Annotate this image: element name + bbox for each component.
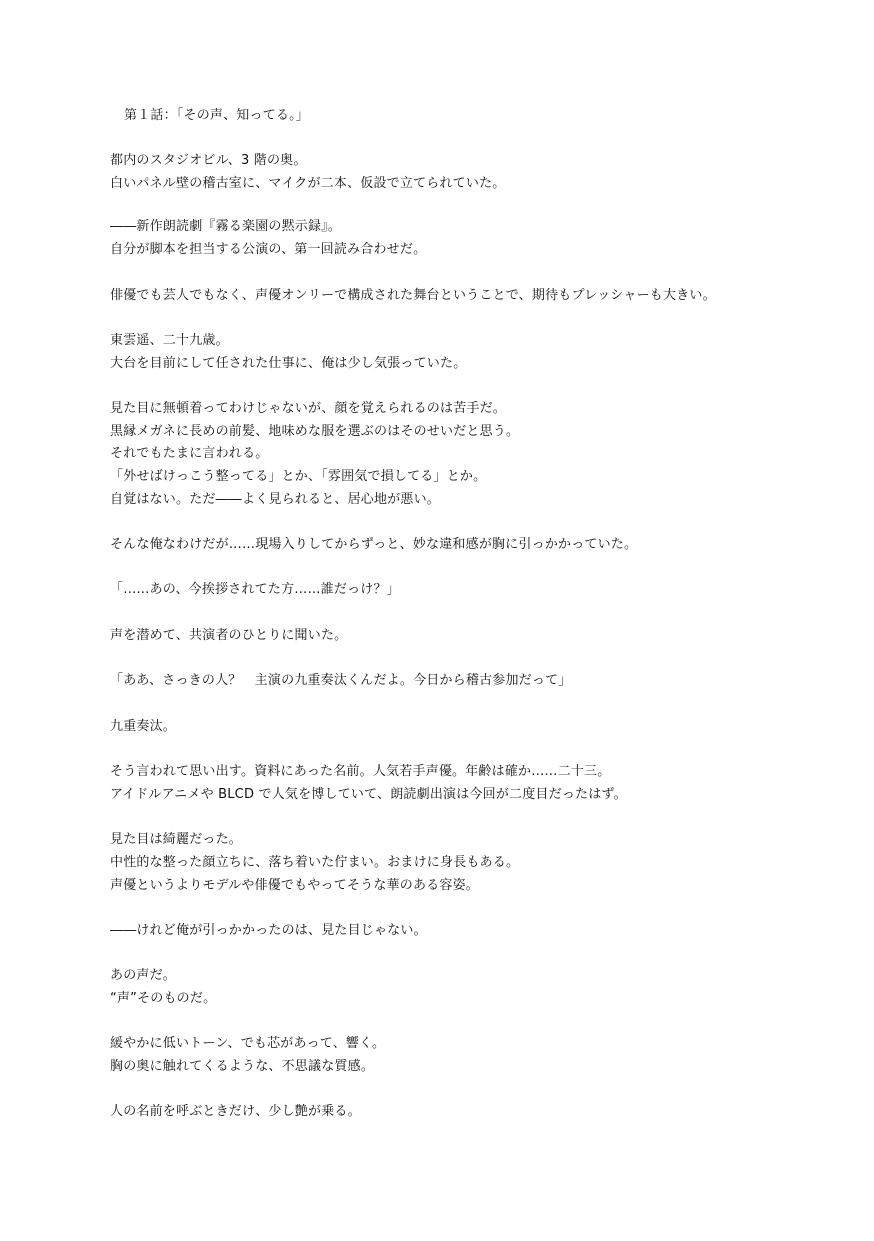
text-line: “声”そのものだ。 bbox=[110, 991, 217, 1006]
text-line: 自分が脚本を担当する公演の、第一回読み合わせだ。 bbox=[110, 242, 427, 257]
text-line: 都内のスタジオビル、3 階の奥。 bbox=[110, 153, 307, 168]
text-line: 見た目に無頓着ってわけじゃないが、顔を覚えられるのは苦手だ。 bbox=[110, 401, 507, 416]
text-line: 緩やかに低いトーン、でも芯があって、響く。 bbox=[110, 1036, 386, 1051]
text-line: 黒縁メガネに長めの前髪、地味めな服を選ぶのはそのせいだと思う。 bbox=[110, 424, 520, 439]
text-line: 大台を目前にして任された仕事に、俺は少し気張っていた。 bbox=[110, 356, 467, 371]
chapter-title: 第１話：「その声、知ってる。」 bbox=[124, 108, 310, 123]
text-line: そう言われて思い出す。資料にあった名前。人気若手声優。年齢は確か……二十三。 bbox=[110, 764, 611, 779]
text-line: ――新作朗読劇『霧る楽園の黙示録』。 bbox=[110, 219, 342, 234]
text-line: 中性的な整った顔立ちに、落ち着いた佇まい。おまけに身長もある。 bbox=[110, 855, 520, 870]
text-line: 声を潜めて、共演者のひとりに聞いた。 bbox=[110, 628, 348, 643]
text-line: あの声だ。 bbox=[110, 968, 177, 983]
text-line: 自覚はない。ただ――よく見られると、居心地が悪い。 bbox=[110, 492, 441, 507]
text-line: 「……あの、今挨拶されてた方……誰だっけ？」 bbox=[110, 582, 400, 597]
text-line: 声優というよりモデルや俳優でもやってそうな華のある容姿。 bbox=[110, 878, 479, 893]
text-line: それでもたまに言われる。 bbox=[110, 446, 269, 461]
text-line: 胸の奥に触れてくるような、不思議な質感。 bbox=[110, 1059, 375, 1074]
text-line: ――けれど俺が引っかかったのは、見た目じゃない。 bbox=[110, 923, 427, 938]
text-line: そんな俺なわけだが……現場入りしてからずっと、妙な違和感が胸に引っかかっていた。 bbox=[110, 537, 638, 552]
text-line: 俳優でも芸人でもなく、声優オンリーで構成された舞台ということで、期待もプレッシャーも大きい。 bbox=[110, 288, 716, 303]
text-line: 東雲遥、二十九歳。 bbox=[110, 333, 229, 348]
text-line: アイドルアニメや BLCD で人気を博していて、朗読劇出演は今回が二度目だったはず。 bbox=[110, 787, 627, 802]
text-line: 白いパネル壁の稽古室に、マイクが二本、仮設で立てられていた。 bbox=[110, 176, 506, 191]
text-line: 「ああ、さっきの人？ 主演の九重奏汰くんだよ。今日から稽古参加だって」 bbox=[110, 673, 572, 688]
text-line: 九重奏汰。 bbox=[110, 719, 177, 734]
text-line: 見た目は綺麗だった。 bbox=[110, 832, 243, 847]
text-line: 人の名前を呼ぶときだけ、少し艶が乗る。 bbox=[110, 1104, 361, 1119]
text-line: 「外せばけっこう整ってる」とか、「雰囲気で損してる」とか。 bbox=[110, 469, 487, 484]
